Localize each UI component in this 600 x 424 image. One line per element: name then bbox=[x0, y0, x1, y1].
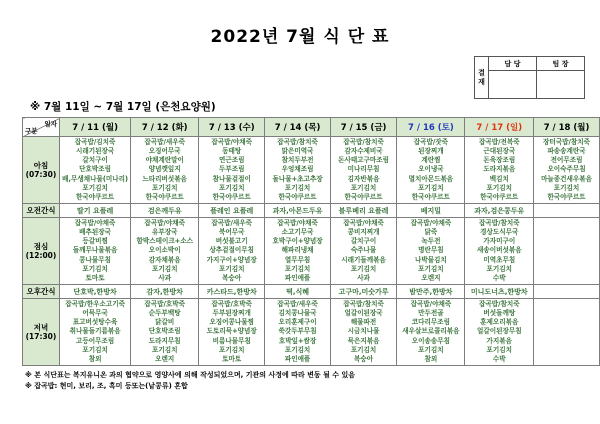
menu-item: 포기김치 bbox=[350, 345, 377, 354]
menu-item: 닭죽 bbox=[424, 227, 438, 236]
approval-box bbox=[474, 56, 585, 99]
menu-item: 참외 bbox=[424, 355, 438, 363]
snack-cell: 감자,한방차 bbox=[131, 285, 199, 299]
snack-cell: 베지밀 bbox=[397, 204, 465, 218]
menu-item: 도라지무침 bbox=[148, 336, 181, 345]
menu-item: 취나물들기름볶음 bbox=[69, 327, 121, 336]
menu-item: 된장찌개 bbox=[418, 146, 444, 155]
row-label: 저녁 (17:30) bbox=[23, 299, 60, 366]
menu-item: 잡곡밥/참치죽 bbox=[478, 299, 520, 308]
day-header: 7 / 17 (일) bbox=[465, 118, 534, 137]
menu-item: 돌나물+초고추장 bbox=[272, 174, 323, 183]
menu-item: 포기김치 bbox=[418, 183, 444, 192]
menu-item: 근대된장국 bbox=[483, 146, 516, 155]
snack-cell: 과자,아몬드두유 bbox=[265, 204, 331, 218]
menu-item: 얼갈이된장무침 bbox=[476, 327, 522, 336]
menu-item: 포기김치 bbox=[284, 264, 311, 273]
menu-item: 포기김치 bbox=[418, 264, 444, 273]
menu-item: 버섯불고기 bbox=[215, 237, 248, 246]
row-label: 오후간식 bbox=[23, 285, 60, 299]
meal-cell bbox=[199, 137, 265, 204]
menu-item: 가지볶음 bbox=[486, 336, 513, 345]
meal-cell bbox=[534, 137, 600, 204]
corner-category-label: 구분 bbox=[25, 127, 38, 135]
menu-item: 토마토 bbox=[85, 274, 105, 282]
meal-cell bbox=[199, 218, 265, 285]
menu-item: 등갈비찜 bbox=[82, 237, 108, 246]
week-range-subtitle: ※ 7월 11일 ~ 7월 17일 (은천요양원) bbox=[30, 101, 216, 113]
menu-item: 가자미구이 bbox=[483, 237, 516, 246]
menu-item: 계란찜 bbox=[421, 156, 441, 165]
menu-item: 잡곡밥/잣죽 bbox=[413, 137, 449, 146]
day-header: 7 / 15 (금) bbox=[330, 118, 396, 137]
menu-item: 잡곡밥/참치죽 bbox=[478, 218, 520, 227]
menu-item: 잡곡밥/호박죽 bbox=[211, 299, 253, 308]
menu-item: 배,무생채나물(미나리) bbox=[62, 174, 129, 183]
menu-item: 복숭아 bbox=[222, 274, 242, 282]
menu-item: 양념깻잎지 bbox=[148, 165, 181, 174]
menu-item: 포기김치 bbox=[486, 345, 513, 354]
meal-cell bbox=[465, 137, 534, 204]
meal-cell bbox=[397, 137, 465, 204]
menu-item: 얼갈이된장국 bbox=[344, 308, 383, 317]
menu-item: 수박 bbox=[492, 355, 506, 363]
menu-item: 잡곡밥/참치죽 bbox=[343, 299, 384, 308]
menu-item: 포기김치 bbox=[82, 264, 108, 273]
menu-row-오전간식 bbox=[23, 204, 600, 218]
menu-item: 참치두부전 bbox=[281, 156, 314, 165]
meal-cell bbox=[397, 218, 465, 285]
menu-item: 콩나물무침 bbox=[79, 255, 112, 264]
menu-item: 나박물김치 bbox=[414, 255, 447, 264]
menu-item: 포기김치 bbox=[82, 183, 108, 192]
meal-plan-table bbox=[22, 117, 600, 366]
snack-cell: 떡,식혜 bbox=[265, 285, 331, 299]
menu-item: 한국야쿠르트 bbox=[547, 193, 586, 201]
menu-item: 포기김치 bbox=[151, 345, 178, 354]
menu-item: 잡곡밥/김치죽 bbox=[74, 137, 116, 146]
menu-item: 새우살브로콜리볶음 bbox=[402, 327, 460, 336]
menu-item: 파송송계란국 bbox=[547, 146, 586, 155]
snack-cell: 미니도너츠,한방차 bbox=[465, 285, 534, 299]
menu-item: 포기김치 bbox=[82, 345, 108, 354]
menu-item: 포기김치 bbox=[151, 264, 178, 273]
menu-item: 잡곡밥/야채죽 bbox=[144, 218, 186, 227]
menu-item: 유부장국 bbox=[151, 227, 178, 236]
snack-cell bbox=[534, 204, 600, 218]
menu-item: 오이소박이 bbox=[148, 246, 181, 255]
menu-item: 시래기들깨볶음 bbox=[341, 255, 386, 264]
menu-row-점심 bbox=[23, 218, 600, 285]
row-label: 점심 (12:00) bbox=[23, 218, 60, 285]
menu-item: 백김치 bbox=[489, 174, 509, 183]
menu-item: 멸치아몬드볶음 bbox=[408, 174, 454, 183]
approval-sign-cell bbox=[537, 71, 585, 99]
menu-item: 감자채볶음 bbox=[148, 255, 181, 264]
day-header-row bbox=[23, 118, 600, 137]
meal-cell bbox=[330, 137, 396, 204]
menu-item: 느타리버섯볶음 bbox=[142, 174, 188, 183]
menu-item: 소고기무국 bbox=[281, 227, 314, 236]
menu-item: 묵은지볶음 bbox=[347, 336, 380, 345]
menu-item: 미나리무침 bbox=[347, 165, 380, 174]
menu-item: 배추된장국 bbox=[79, 227, 112, 236]
meal-cell bbox=[131, 218, 199, 285]
menu-item: 열무무침 bbox=[284, 255, 311, 264]
menu-item: 한국야쿠르트 bbox=[411, 193, 450, 201]
day-header: 7 / 13 (수) bbox=[199, 118, 265, 137]
meal-cell bbox=[534, 218, 600, 285]
meal-cell bbox=[59, 137, 130, 204]
day-header: 7 / 14 (목) bbox=[265, 118, 331, 137]
menu-item: 도토리묵+양념장 bbox=[206, 327, 257, 336]
menu-item: 닭갈비 bbox=[155, 318, 175, 327]
menu-item: 수박 bbox=[492, 274, 506, 282]
menu-item: 잡곡밥/야채죽 bbox=[74, 218, 116, 227]
meal-cell bbox=[59, 299, 130, 366]
menu-item: 시래기된장국 bbox=[76, 146, 115, 155]
snack-cell: 단호박,한방차 bbox=[59, 285, 130, 299]
menu-item: 잡곡밥/야채죽 bbox=[410, 218, 452, 227]
meal-cell bbox=[265, 218, 331, 285]
menu-item: 김치콩나물국 bbox=[278, 308, 317, 317]
meal-cell bbox=[397, 299, 465, 366]
snack-cell: 과자,검은콩두유 bbox=[465, 204, 534, 218]
menu-item: 두부조림 bbox=[218, 165, 245, 174]
menu-item: 비름나물무침 bbox=[212, 336, 251, 345]
approval-column-timjang: 팀 장 bbox=[537, 57, 585, 71]
meal-cell bbox=[330, 218, 396, 285]
menu-item: 잡곡밥/새우죽 bbox=[144, 137, 186, 146]
meal-cell bbox=[265, 137, 331, 204]
menu-item: 포기김치 bbox=[553, 183, 580, 192]
meal-cell bbox=[265, 299, 331, 366]
menu-item: 만두전골 bbox=[418, 308, 444, 317]
row-label: 아침 (07:30) bbox=[23, 137, 60, 204]
snack-cell bbox=[534, 285, 600, 299]
menu-item: 코다리무조림 bbox=[411, 318, 450, 327]
menu-item: 우엉채조림 bbox=[281, 165, 314, 174]
menu-item: 오징어콩나물찜 bbox=[209, 318, 255, 327]
menu-item: 포기김치 bbox=[218, 264, 245, 273]
menu-item: 도라지볶음 bbox=[483, 165, 516, 174]
approval-label: 결재 bbox=[475, 57, 489, 99]
menu-item: 복숭아 bbox=[354, 355, 374, 363]
menu-item: 김자반볶음 bbox=[347, 174, 380, 183]
menu-item: 잡곡밥/새우죽 bbox=[277, 299, 318, 308]
menu-item: 표고버섯탕수육 bbox=[72, 318, 118, 327]
menu-item: 오이송송무침 bbox=[411, 336, 450, 345]
meal-cell bbox=[330, 299, 396, 366]
menu-item: 감자수제비국 bbox=[344, 146, 383, 155]
meal-cell bbox=[59, 218, 130, 285]
day-header: 7 / 16 (토) bbox=[397, 118, 465, 137]
menu-item: 들깨무나물볶음 bbox=[72, 246, 118, 255]
snack-cell: 고구마,미숫가루 bbox=[330, 285, 396, 299]
menu-item: 오징어무국 bbox=[148, 146, 181, 155]
menu-item: 오리훈제구이 bbox=[278, 318, 317, 327]
meal-cell bbox=[131, 137, 199, 204]
page-title: 2022년 7월 식 단 표 bbox=[210, 27, 390, 47]
menu-item: 한국야쿠르트 bbox=[278, 193, 317, 201]
footnote-grain-mix: ※ 잡곡밥: 현미, 보리, 조, 흑미 등또는(낱콩류) 혼합 bbox=[25, 382, 188, 390]
day-header: 7 / 18 (월) bbox=[534, 118, 600, 137]
menu-item: 오렌지 bbox=[155, 355, 175, 363]
menu-item: 포기김치 bbox=[284, 345, 311, 354]
snack-cell: 딸기 요플레 bbox=[59, 204, 130, 218]
footnote-provider: ※ 본 식단표는 복지유니온 과의 협약으로 영양사에 의해 작성되었으며, 기관의 사정에 따라 변동 될 수 있음 bbox=[25, 371, 356, 379]
corner-date-label: 일자 bbox=[44, 120, 57, 128]
menu-item: 한국야쿠르트 bbox=[212, 193, 251, 201]
menu-item: 오이숙주무침 bbox=[547, 165, 586, 174]
menu-item: 시금치나물 bbox=[347, 327, 380, 336]
menu-item: 동태탕 bbox=[222, 146, 242, 155]
menu-item: 녹두전 bbox=[421, 237, 441, 246]
snack-cell: 검은깨두유 bbox=[131, 204, 199, 218]
menu-item: 명란무침 bbox=[418, 246, 444, 255]
menu-item: 갈치구이 bbox=[82, 156, 108, 165]
menu-item: 잡곡밥/야채죽 bbox=[343, 218, 384, 227]
menu-item: 호박잎+쌈장 bbox=[278, 336, 317, 345]
menu-item: 쑥갓두부무침 bbox=[278, 327, 317, 336]
menu-item: 사과 bbox=[158, 274, 172, 282]
menu-item: 잡곡밥/야채죽 bbox=[277, 218, 318, 227]
menu-row-오후간식 bbox=[23, 285, 600, 299]
menu-item: 전어무조림 bbox=[550, 156, 583, 165]
menu-item: 호박구이+양념장 bbox=[272, 237, 323, 246]
meal-cell bbox=[199, 299, 265, 366]
menu-item: 해물파전 bbox=[350, 318, 377, 327]
menu-item: 포기김치 bbox=[350, 183, 377, 192]
menu-item: 잡곡밥/참치죽 bbox=[343, 137, 384, 146]
menu-item: 숙주나물 bbox=[350, 246, 377, 255]
menu-item: 한국야쿠르트 bbox=[145, 193, 184, 201]
menu-item: 포기김치 bbox=[486, 264, 513, 273]
snack-cell: 밤만주,한방차 bbox=[397, 285, 465, 299]
menu-item: 포기김치 bbox=[486, 183, 513, 192]
menu-item: 북어무국 bbox=[218, 227, 245, 236]
menu-item: 한국야쿠르트 bbox=[344, 193, 383, 201]
approval-column-damdang: 담 당 bbox=[489, 57, 537, 71]
menu-item: 포기김치 bbox=[418, 345, 444, 354]
menu-item: 사과 bbox=[357, 274, 370, 282]
menu-item: 참나물겉절이 bbox=[212, 174, 251, 183]
menu-item: 단호박조림 bbox=[79, 165, 112, 174]
row-label: 오전간식 bbox=[23, 204, 60, 218]
menu-item: 포기김치 bbox=[350, 264, 377, 273]
menu-item: 포기김치 bbox=[284, 183, 311, 192]
menu-item: 상추겉절이무침 bbox=[209, 246, 255, 255]
menu-item: 한국야쿠르트 bbox=[480, 193, 519, 201]
menu-row-아침 bbox=[23, 137, 600, 204]
footnotes bbox=[25, 370, 355, 392]
menu-item: 잡곡밥/전복죽 bbox=[478, 137, 520, 146]
menu-item: 어묵무국 bbox=[82, 308, 108, 317]
menu-item: 돈육장조림 bbox=[483, 156, 516, 165]
meal-cell bbox=[131, 299, 199, 366]
menu-item: 버섯들깨탕 bbox=[483, 308, 516, 317]
corner-cell bbox=[23, 118, 60, 137]
menu-item: 훈제오리볶음 bbox=[480, 318, 519, 327]
menu-item: 단호박조림 bbox=[148, 327, 181, 336]
meal-cell bbox=[534, 299, 600, 366]
meal-cell bbox=[465, 218, 534, 285]
menu-item: 가지구이+양념장 bbox=[206, 255, 257, 264]
snack-cell: 블루베리 요플레 bbox=[330, 204, 396, 218]
menu-item: 해파리냉채 bbox=[281, 246, 314, 255]
menu-item: 마늘종건새우볶음 bbox=[541, 174, 593, 183]
menu-item: 잡곡밥/참치죽 bbox=[277, 137, 318, 146]
menu-item: 포기김치 bbox=[151, 183, 178, 192]
menu-item: 잡곡밥/새우죽 bbox=[211, 218, 253, 227]
menu-item: 파인애플 bbox=[284, 355, 311, 363]
menu-item: 돈사태고구마조림 bbox=[338, 156, 390, 165]
menu-item: 참외 bbox=[88, 355, 102, 363]
menu-item: 새송이버섯볶음 bbox=[476, 246, 522, 255]
day-header: 7 / 12 (화) bbox=[131, 118, 199, 137]
menu-item: 파인애플 bbox=[284, 274, 311, 282]
menu-item: 오이냉국 bbox=[418, 165, 444, 174]
menu-item: 고등어무조림 bbox=[76, 336, 115, 345]
menu-item: 맑은미역국 bbox=[281, 146, 314, 155]
menu-item: 두부된장찌개 bbox=[212, 308, 251, 317]
menu-item: 한국야쿠르트 bbox=[76, 193, 115, 201]
day-header: 7 / 11 (월) bbox=[59, 118, 130, 137]
menu-item: 잡곡밥/한우소고기죽 bbox=[65, 299, 125, 308]
menu-item: 함박스테이크+소스 bbox=[136, 237, 193, 246]
approval-sign-cell bbox=[489, 71, 537, 99]
menu-item: 야채계란말이 bbox=[145, 156, 184, 165]
menu-item: 경상도식무국 bbox=[480, 227, 519, 236]
menu-item: 포기김치 bbox=[218, 345, 245, 354]
snack-cell: 플레인 요플레 bbox=[199, 204, 265, 218]
menu-item: 잡곡밥/야채죽 bbox=[211, 137, 253, 146]
menu-table-body bbox=[23, 137, 600, 366]
menu-item: 순두부백탕 bbox=[148, 308, 181, 317]
menu-item: 연근조림 bbox=[218, 156, 245, 165]
snack-cell: 카스타드,한방차 bbox=[199, 285, 265, 299]
menu-item: 오렌지 bbox=[421, 274, 441, 282]
menu-row-저녁 bbox=[23, 299, 600, 366]
menu-item: 포기김치 bbox=[218, 183, 245, 192]
menu-item: 미역초무침 bbox=[483, 255, 516, 264]
meal-cell bbox=[465, 299, 534, 366]
menu-item: 잡곡밥/야채죽 bbox=[410, 299, 452, 308]
menu-item: 토마토 bbox=[222, 355, 242, 363]
menu-item: 콩비지찌개 bbox=[347, 227, 380, 236]
menu-item: 잡곡밥/호박죽 bbox=[144, 299, 186, 308]
menu-item: 갈치구이 bbox=[350, 237, 377, 246]
menu-item: 장터국밥/참치죽 bbox=[543, 137, 591, 146]
